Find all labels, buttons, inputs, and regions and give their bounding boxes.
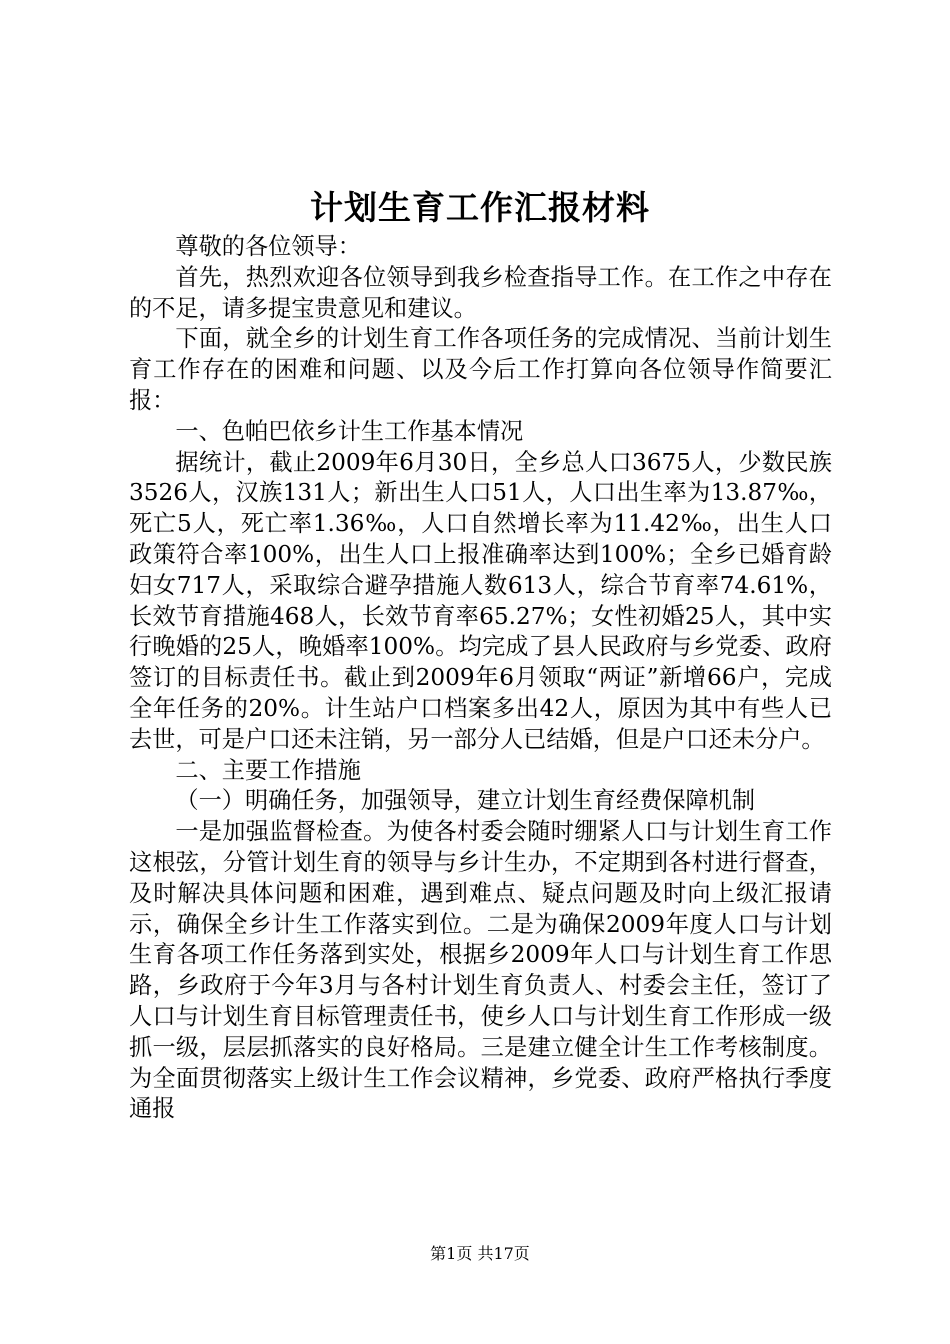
section-heading-2: 二、主要工作措施 bbox=[175, 756, 361, 784]
paragraph-welcome: 首先，热烈欢迎各位领导到我乡检查指导工作。在工作之中存在的不足，请多提宝贵意见和建议。 bbox=[129, 263, 832, 322]
paragraph-intro: 下面，就全乡的计划生育工作各项任务的完成情况、当前计划生育工作存在的困难和问题、以及今后工作打算向各位领导作简要汇报： bbox=[129, 325, 832, 414]
document-title: 计划生育工作汇报材料 bbox=[310, 188, 650, 227]
document-body bbox=[129, 232, 832, 1125]
subsection-heading-1: （一）明确任务，加强领导，建立计划生育经费保障机制 bbox=[175, 787, 756, 815]
paragraph-salutation: 尊敬的各位领导： bbox=[175, 233, 361, 260]
page-footer: 第1页 共17页 bbox=[430, 1244, 530, 1263]
paragraph-measures: 一是加强监督检查。为使各村委会随时绷紧人口与计划生育工作这根弦，分管计划生育的领导与乡计生办，不定期到各村进行督查，及时解决具体问题和困难，遇到难点、疑点问题及时向上级汇报请示，确保全乡计生工作落实到位。二是为确保2009年度人口与计划生育各项工作任务落到实处，根据乡2009年人口与计划生育工作思路，乡政府于今年3月与各村计划生育负责人、村委会主任，签订了人口与计划生育目标管理责任书，使乡人口与计划生育工作形成一级抓一级，层层抓落实的良好格局。三是建立健全计生工作考核制度。为全面贯彻落实上级计生工作会议精神，乡党委、政府严格执行季度通报 bbox=[129, 818, 832, 1123]
paragraph-statistics: 据统计，截止2009年6月30日，全乡总人口3675人，少数民族3526人，汉族131人；新出生人口51人，人口出生率为13.87‰，死亡5人，死亡率1.36‰，人口自然增长率为11.42‰，出生人口政策符合率100%，出生人口上报准确率达到100%；全乡已婚育龄妇女717人，采取综合避孕措施人数613人，综合节育率74.61%，长效节育措施468人，长效节育率65.27%；女性初婚25人，其中实行晚婚的25人，晚婚率100%。均完成了县人民政府与乡党委、政府签订的目标责任书。截止到2009年6月领取“两证”新增66户，完成全年任务的20%。计生站户口档案多出42人，原因为其中有些人已去世，可是户口还未注销，另一部分人已结婚，但是户口还未分户。 bbox=[129, 448, 832, 753]
section-heading-1: 一、色帕巴依乡计生工作基本情况 bbox=[175, 417, 524, 445]
